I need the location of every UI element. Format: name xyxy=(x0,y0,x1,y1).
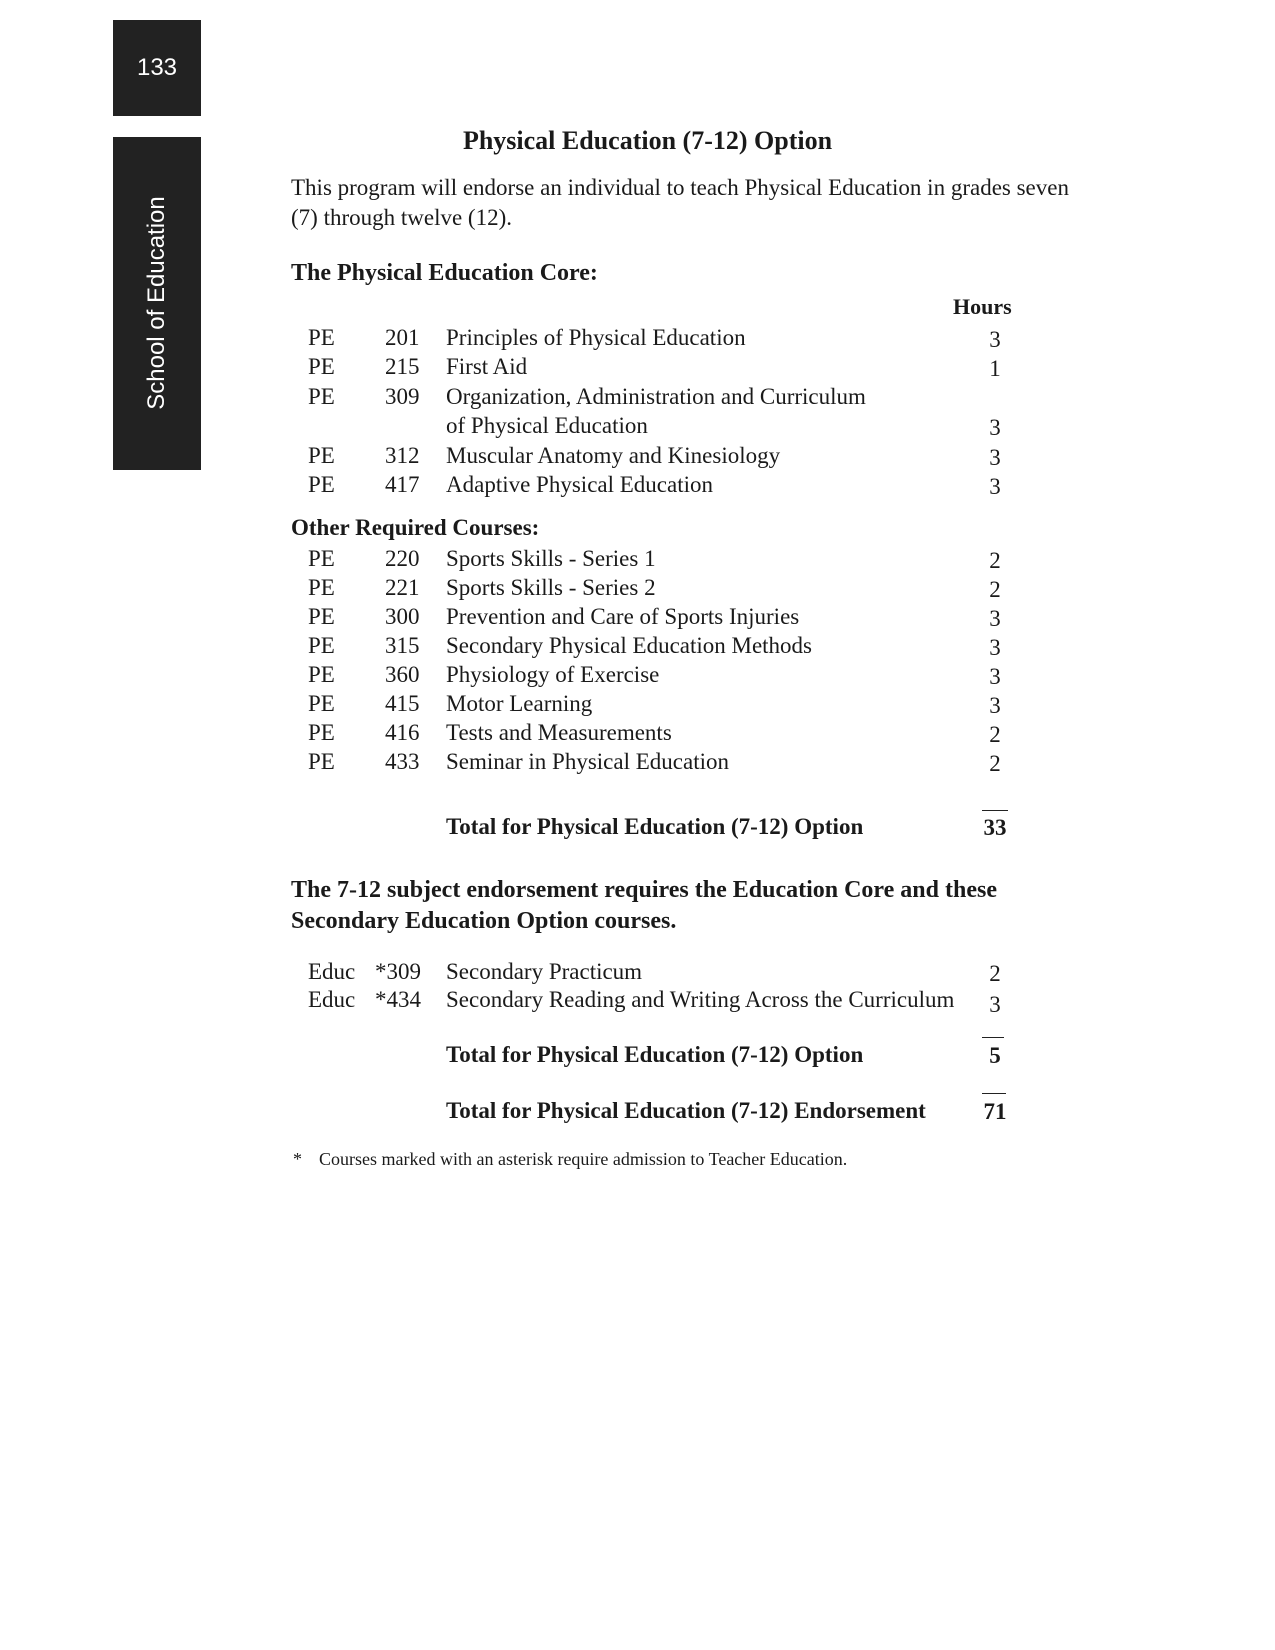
course-number: 416 xyxy=(385,720,420,745)
page-number: 133 xyxy=(136,54,178,81)
course-number: 220 xyxy=(385,546,420,571)
footnote-text: Courses marked with an asterisk require admission to Teacher Education. xyxy=(319,1149,848,1169)
course-hours: 2 xyxy=(989,548,1001,573)
hours-column-header: Hours xyxy=(953,294,1012,319)
course-number: 201 xyxy=(385,325,420,350)
course-title: Motor Learning xyxy=(446,691,593,716)
secondary-heading: The 7-12 subject endorsement requires the Education Core and these Secondary Education Option courses. xyxy=(291,877,997,934)
course-number: 417 xyxy=(385,472,420,497)
course-number: 309 xyxy=(385,384,420,409)
course-title: Secondary Physical Education Methods xyxy=(446,633,813,658)
course-title: Prevention and Care of Sports Injuries xyxy=(446,604,800,629)
option-total-value: 33 xyxy=(983,815,1007,840)
endorsement-total-label: Total for Physical Education (7-12) Endorsement xyxy=(446,1098,926,1123)
course-dept: PE xyxy=(308,325,335,350)
course-hours: 3 xyxy=(989,992,1001,1017)
course-dept: PE xyxy=(308,575,335,600)
secondary-total-value: 5 xyxy=(989,1043,1001,1068)
course-title: Adaptive Physical Education xyxy=(446,472,713,497)
course-number: 315 xyxy=(385,633,420,658)
course-dept: PE xyxy=(308,443,335,468)
course-number: 215 xyxy=(385,354,420,379)
course-hours: 3 xyxy=(989,635,1001,660)
course-number: 221 xyxy=(385,575,420,600)
core-heading: The Physical Education Core: xyxy=(291,260,598,286)
course-dept: PE xyxy=(308,354,335,379)
course-number: *309 xyxy=(375,959,421,984)
course-title-continued: of Physical Education xyxy=(446,413,648,438)
course-title: Seminar in Physical Education xyxy=(446,749,729,774)
course-title: Organization, Administration and Curriculum xyxy=(446,384,866,409)
section-label: School of Education xyxy=(143,196,170,410)
course-hours: 2 xyxy=(989,577,1001,602)
course-dept: PE xyxy=(308,604,335,629)
footnote-mark: * xyxy=(293,1149,302,1169)
total-rule xyxy=(982,810,1008,811)
endorsement-total-value: 71 xyxy=(983,1099,1007,1124)
course-hours: 3 xyxy=(989,693,1001,718)
course-number: *434 xyxy=(375,987,421,1012)
course-title: Sports Skills - Series 1 xyxy=(446,546,656,571)
course-title: Physiology of Exercise xyxy=(446,662,660,687)
course-dept: PE xyxy=(308,749,335,774)
course-number: 433 xyxy=(385,749,420,774)
course-hours: 3 xyxy=(989,445,1001,470)
course-hours: 2 xyxy=(989,961,1001,986)
intro-paragraph: This program will endorse an individual to teach Physical Education in grades seven (7) through twelve (12). xyxy=(291,175,1069,230)
section-tab xyxy=(113,137,201,470)
course-hours: 3 xyxy=(989,415,1001,440)
course-number: 415 xyxy=(385,691,420,716)
course-title: Tests and Measurements xyxy=(446,720,672,745)
course-dept: PE xyxy=(308,546,335,571)
course-title: Muscular Anatomy and Kinesiology xyxy=(446,443,781,468)
course-dept: PE xyxy=(308,633,335,658)
course-title: First Aid xyxy=(446,354,528,379)
course-title: Secondary Reading and Writing Across the Curriculum xyxy=(446,987,955,1012)
course-dept: PE xyxy=(308,691,335,716)
course-number: 360 xyxy=(385,662,420,687)
course-title: Secondary Practicum xyxy=(446,959,643,984)
course-title: Principles of Physical Education xyxy=(446,325,746,350)
course-dept: PE xyxy=(308,662,335,687)
total-rule xyxy=(982,1037,1004,1038)
course-number: 300 xyxy=(385,604,420,629)
course-title: Sports Skills - Series 2 xyxy=(446,575,656,600)
total-rule xyxy=(982,1093,1006,1094)
page-title: Physical Education (7-12) Option xyxy=(462,126,833,155)
course-hours: 3 xyxy=(989,664,1001,689)
course-hours: 3 xyxy=(989,606,1001,631)
course-hours: 3 xyxy=(989,474,1001,499)
course-dept: Educ xyxy=(308,959,356,984)
course-dept: Educ xyxy=(308,987,356,1012)
course-dept: PE xyxy=(308,472,335,497)
course-hours: 1 xyxy=(989,356,1001,381)
course-hours: 3 xyxy=(989,327,1001,352)
secondary-total-label: Total for Physical Education (7-12) Option xyxy=(446,1042,864,1067)
course-number: 312 xyxy=(385,443,420,468)
other-heading: Other Required Courses: xyxy=(291,515,540,540)
course-hours: 2 xyxy=(989,751,1001,776)
page-number-tab xyxy=(113,20,201,116)
course-hours: 2 xyxy=(989,722,1001,747)
option-total-label: Total for Physical Education (7-12) Option xyxy=(446,814,864,839)
course-dept: PE xyxy=(308,384,335,409)
course-dept: PE xyxy=(308,720,335,745)
